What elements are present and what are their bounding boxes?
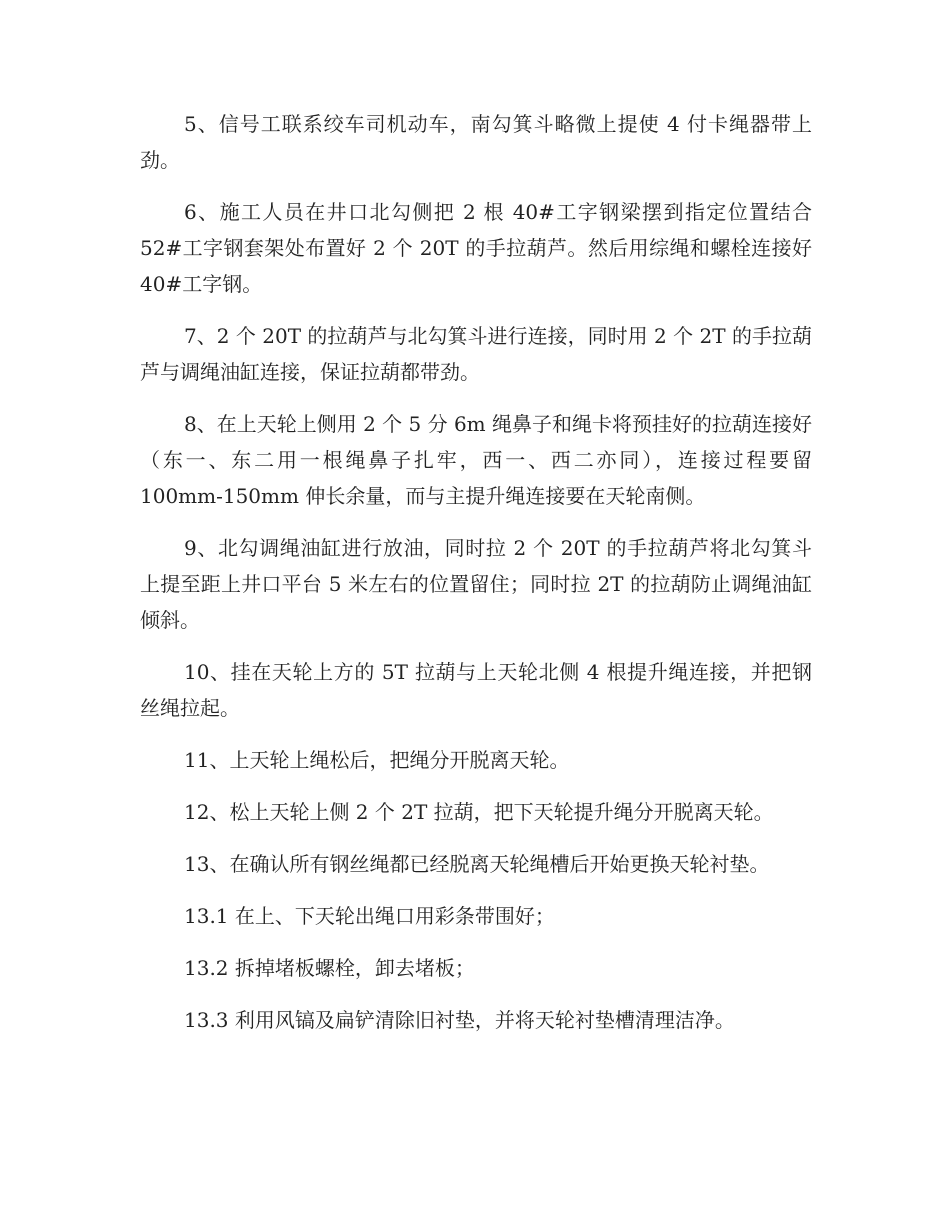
paragraph-step-11: 11、上天轮上绳松后，把绳分开脱离天轮。 (184, 748, 570, 772)
paragraph-step-12: 12、松上天轮上侧 2 个 2T 拉葫，把下天轮提升绳分开脱离天轮。 (184, 800, 774, 824)
paragraph-step-13-1: 13.1 在上、下天轮出绳口用彩条带围好； (184, 904, 555, 928)
paragraph-step-13: 13、在确认所有钢丝绳都已经脱离天轮绳槽后开始更换天轮衬垫。 (184, 852, 770, 876)
paragraph-step-6: 6、施工人员在井口北勾侧把 2 根 40#工字钢梁摆到指定位置结合 52#工字钢套架处布置好 2 个 20T 的手拉葫芦。然后用综绳和螺栓连接好 40#工字钢。 (140, 200, 812, 296)
paragraph-step-13-3: 13.3 利用风镐及扁铲清除旧衬垫，并将天轮衬垫槽清理洁净。 (184, 1008, 735, 1032)
paragraph-step-5: 5、信号工联系绞车司机动车，南勾箕斗略微上提使 4 付卡绳器带上劲。 (140, 112, 812, 172)
document-body (140, 106, 812, 1054)
paragraph-step-10: 10、挂在天轮上方的 5T 拉葫与上天轮北侧 4 根提升绳连接，并把钢丝绳拉起。 (140, 660, 812, 720)
paragraph-step-13-2: 13.2 拆掉堵板螺栓，卸去堵板； (184, 956, 475, 980)
paragraph-step-8: 8、在上天轮上侧用 2 个 5 分 6m 绳鼻子和绳卡将预挂好的拉葫连接好（东一、东二用一根绳鼻子扎牢，西一、西二亦同），连接过程要留 100mm-150mm 伸长余量，而与主提升绳连接要在天轮南侧。 (140, 412, 813, 508)
paragraph-step-9: 9、北勾调绳油缸进行放油，同时拉 2 个 20T 的手拉葫芦将北勾箕斗上提至距上井口平台 5 米左右的位置留住；同时拉 2T 的拉葫防止调绳油缸倾斜。 (140, 536, 812, 632)
paragraph-step-7: 7、2 个 20T 的拉葫芦与北勾箕斗进行连接，同时用 2 个 2T 的手拉葫芦与调绳油缸连接，保证拉葫都带劲。 (140, 324, 812, 384)
